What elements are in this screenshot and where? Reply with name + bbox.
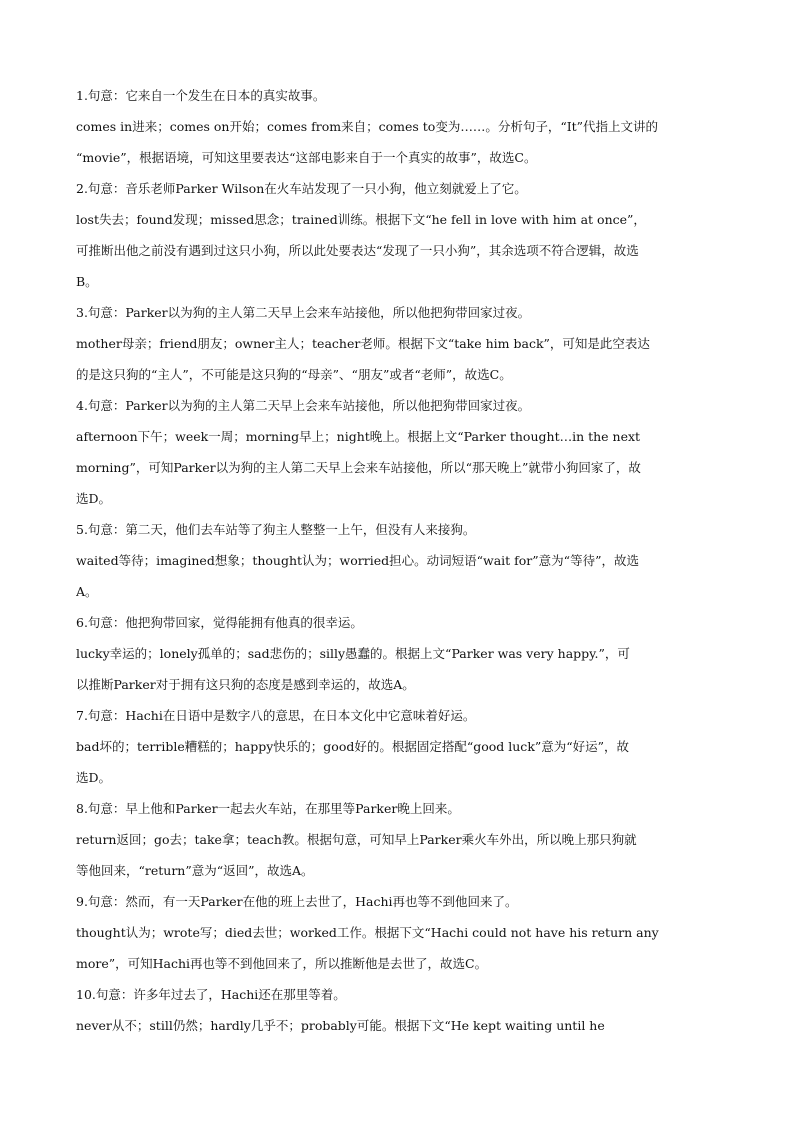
item-1-explanation-line: “movie”，根据语境，可知这里要表达“这部电影来自于一个真实的故事”，故选C。: [76, 150, 537, 165]
item-7-explanation-line: bad坏的；terrible糟糕的；happy快乐的；good好的。根据固定搭配“good luck”意为“好运”，故: [76, 739, 630, 754]
item-3-sentence: 3.句意：Parker以为狗的主人第二天早上会来车站接他，所以他把狗带回家过夜。: [76, 305, 531, 320]
item-3-explanation-line: mother母亲；friend朋友；owner主人；teacher老师。根据下文“take him back”，可知是此空表达: [76, 336, 650, 351]
item-1-explanation-line: comes in进来；comes on开始；comes from来自；comes to变为……。分析句子，“It”代指上文讲的: [76, 119, 659, 134]
item-4-explanation-line: 选D。: [76, 491, 112, 506]
item-9-explanation-line: thought认为；wrote写；died去世；worked工作。根据下文“Hachi could not have his return any: [76, 925, 659, 940]
item-5-explanation-line: A。: [76, 584, 98, 599]
item-5-explanation-line: waited等待；imagined想象；thought认为；worried担心。动词短语“wait for”意为“等待”，故选: [76, 553, 639, 568]
item-7-explanation-line: 选D。: [76, 770, 112, 785]
item-2-explanation-line: 可推断出他之前没有遇到过这只小狗，所以此处要表达“发现了一只小狗”，其余选项不符合逻辑，故选: [76, 243, 639, 258]
item-6-explanation-line: 以推断Parker对于拥有这只狗的态度是感到幸运的，故选A。: [76, 677, 415, 692]
item-8-explanation-line: return返回；go去；take拿；teach教。根据句意，可知早上Parker乘火车外出，所以晚上那只狗就: [76, 832, 637, 847]
item-10-explanation-line: never从不；still仍然；hardly几乎不；probably可能。根据下文“He kept waiting until he: [76, 1018, 605, 1033]
item-1-sentence: 1.句意：它来自一个发生在日本的真实故事。: [76, 88, 326, 103]
document-page: [76, 80, 724, 1041]
item-6-explanation-line: lucky幸运的；lonely孤单的；sad悲伤的；silly愚蠢的。根据上文“Parker was very happy.”，可: [76, 646, 630, 661]
item-8-sentence: 8.句意：早上他和Parker一起去火车站，在那里等Parker晚上回来。: [76, 801, 460, 816]
item-4-explanation-line: afternoon下午；week一周；morning早上；night晚上。根据上文“Parker thought…in the next: [76, 429, 641, 444]
item-4-sentence: 4.句意：Parker以为狗的主人第二天早上会来车站接他，所以他把狗带回家过夜。: [76, 398, 531, 413]
item-5-sentence: 5.句意：第二天，他们去车站等了狗主人整整一上午，但没有人来接狗。: [76, 522, 476, 537]
item-10-sentence: 10.句意：许多年过去了，Hachi还在那里等着。: [76, 987, 346, 1002]
item-2-explanation-line: lost失去；found发现；missed思念；trained训练。根据下文“he fell in love with him at once”，: [76, 212, 646, 227]
item-9-sentence: 9.句意：然而，有一天Parker在他的班上去世了，Hachi再也等不到他回来了。: [76, 894, 518, 909]
item-9-explanation-line: more”，可知Hachi再也等不到他回来了，所以推断他是去世了，故选C。: [76, 956, 488, 971]
item-2-sentence: 2.句意：音乐老师Parker Wilson在火车站发现了一只小狗，他立刻就爱上了它。: [76, 181, 527, 196]
item-3-explanation-line: 的是这只狗的“主人”，不可能是这只狗的“母亲”、“朋友”或者“老师”，故选C。: [76, 367, 512, 382]
item-7-sentence: 7.句意：Hachi在日语中是数字八的意思，在日本文化中它意味着好运。: [76, 708, 476, 723]
item-8-explanation-line: 等他回来，“return”意为“返回”，故选A。: [76, 863, 314, 878]
item-4-explanation-line: morning”，可知Parker以为狗的主人第二天早上会来车站接他，所以“那天晚上”就带小狗回家了，故: [76, 460, 641, 475]
item-2-explanation-line: B。: [76, 274, 98, 289]
item-6-sentence: 6.句意：他把狗带回家，觉得能拥有他真的很幸运。: [76, 615, 363, 630]
